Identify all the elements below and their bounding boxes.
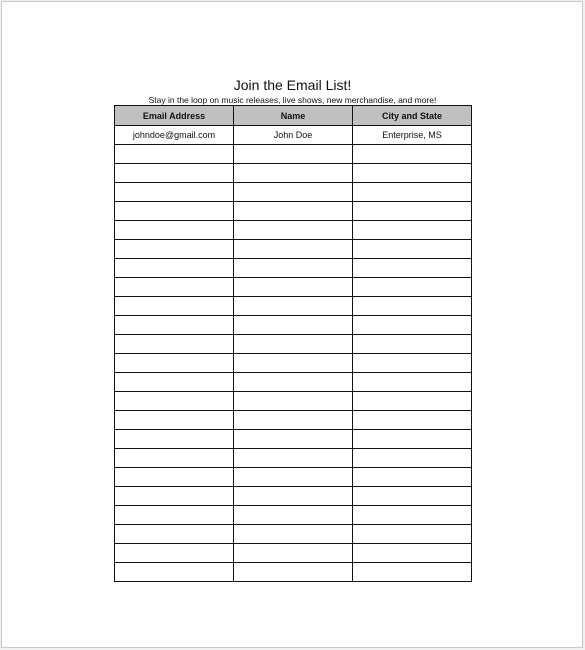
email-cell [115, 240, 234, 259]
name-cell [234, 544, 353, 563]
city-state-cell [353, 202, 472, 221]
table-row [115, 544, 472, 563]
city-state-cell [353, 468, 472, 487]
email-cell [115, 259, 234, 278]
city-state-cell [353, 525, 472, 544]
name-cell: John Doe [234, 126, 353, 145]
name-cell [234, 430, 353, 449]
email-cell [115, 373, 234, 392]
name-cell [234, 297, 353, 316]
city-state-cell [353, 411, 472, 430]
name-cell [234, 202, 353, 221]
name-cell [234, 145, 353, 164]
email-cell [115, 411, 234, 430]
email-cell: johndoe@gmail.com [115, 126, 234, 145]
email-cell [115, 544, 234, 563]
email-cell [115, 297, 234, 316]
name-cell [234, 392, 353, 411]
city-state-cell [353, 487, 472, 506]
email-cell [115, 430, 234, 449]
city-state-cell [353, 563, 472, 582]
email-cell [115, 335, 234, 354]
table-row [115, 145, 472, 164]
email-cell [115, 487, 234, 506]
signup-table [114, 105, 472, 582]
name-cell [234, 487, 353, 506]
name-cell [234, 468, 353, 487]
name-cell [234, 164, 353, 183]
name-cell [234, 316, 353, 335]
city-state-cell [353, 240, 472, 259]
table-row [115, 354, 472, 373]
name-cell [234, 449, 353, 468]
table-row [115, 240, 472, 259]
table-row [115, 411, 472, 430]
table-row [115, 392, 472, 411]
table-row [115, 164, 472, 183]
email-cell [115, 145, 234, 164]
name-cell [234, 259, 353, 278]
city-state-cell [353, 335, 472, 354]
email-cell [115, 202, 234, 221]
name-cell [234, 563, 353, 582]
table-row [115, 297, 472, 316]
email-cell [115, 525, 234, 544]
table-body [115, 126, 472, 582]
table-row [115, 126, 472, 145]
email-cell [115, 468, 234, 487]
city-state-cell [353, 449, 472, 468]
email-cell [115, 563, 234, 582]
email-cell [115, 506, 234, 525]
name-cell [234, 525, 353, 544]
table-row [115, 316, 472, 335]
city-state-cell [353, 392, 472, 411]
name-cell [234, 354, 353, 373]
table-row [115, 259, 472, 278]
city-state-cell [353, 259, 472, 278]
city-state-cell [353, 183, 472, 202]
table-row [115, 278, 472, 297]
header-city-state: City and State [353, 106, 472, 126]
name-cell [234, 221, 353, 240]
table-row [115, 468, 472, 487]
table-row [115, 335, 472, 354]
table-row [115, 430, 472, 449]
table-row [115, 563, 472, 582]
table-row [115, 525, 472, 544]
city-state-cell [353, 506, 472, 525]
email-cell [115, 221, 234, 240]
email-cell [115, 278, 234, 297]
name-cell [234, 183, 353, 202]
city-state-cell [353, 544, 472, 563]
city-state-cell [353, 373, 472, 392]
city-state-cell [353, 221, 472, 240]
email-cell [115, 316, 234, 335]
table-row [115, 183, 472, 202]
page-title: Join the Email List! [233, 77, 352, 93]
city-state-cell [353, 297, 472, 316]
table-row [115, 487, 472, 506]
table-row [115, 373, 472, 392]
city-state-cell [353, 164, 472, 183]
table-row [115, 449, 472, 468]
name-cell [234, 335, 353, 354]
name-cell [234, 240, 353, 259]
header-name: Name [234, 106, 353, 126]
name-cell [234, 411, 353, 430]
city-state-cell [353, 145, 472, 164]
name-cell [234, 278, 353, 297]
table-row [115, 221, 472, 240]
email-cell [115, 183, 234, 202]
city-state-cell [353, 316, 472, 335]
page-subtitle: Stay in the loop on music releases, live shows, new merchandise, and more! [148, 95, 437, 105]
name-cell [234, 506, 353, 525]
name-cell [234, 373, 353, 392]
table-row [115, 506, 472, 525]
email-cell [115, 449, 234, 468]
header-row [115, 106, 472, 126]
email-cell [115, 164, 234, 183]
city-state-cell [353, 354, 472, 373]
header-email: Email Address [115, 106, 234, 126]
email-cell [115, 392, 234, 411]
city-state-cell [353, 430, 472, 449]
city-state-cell: Enterprise, MS [353, 126, 472, 145]
city-state-cell [353, 278, 472, 297]
table-row [115, 202, 472, 221]
email-cell [115, 354, 234, 373]
